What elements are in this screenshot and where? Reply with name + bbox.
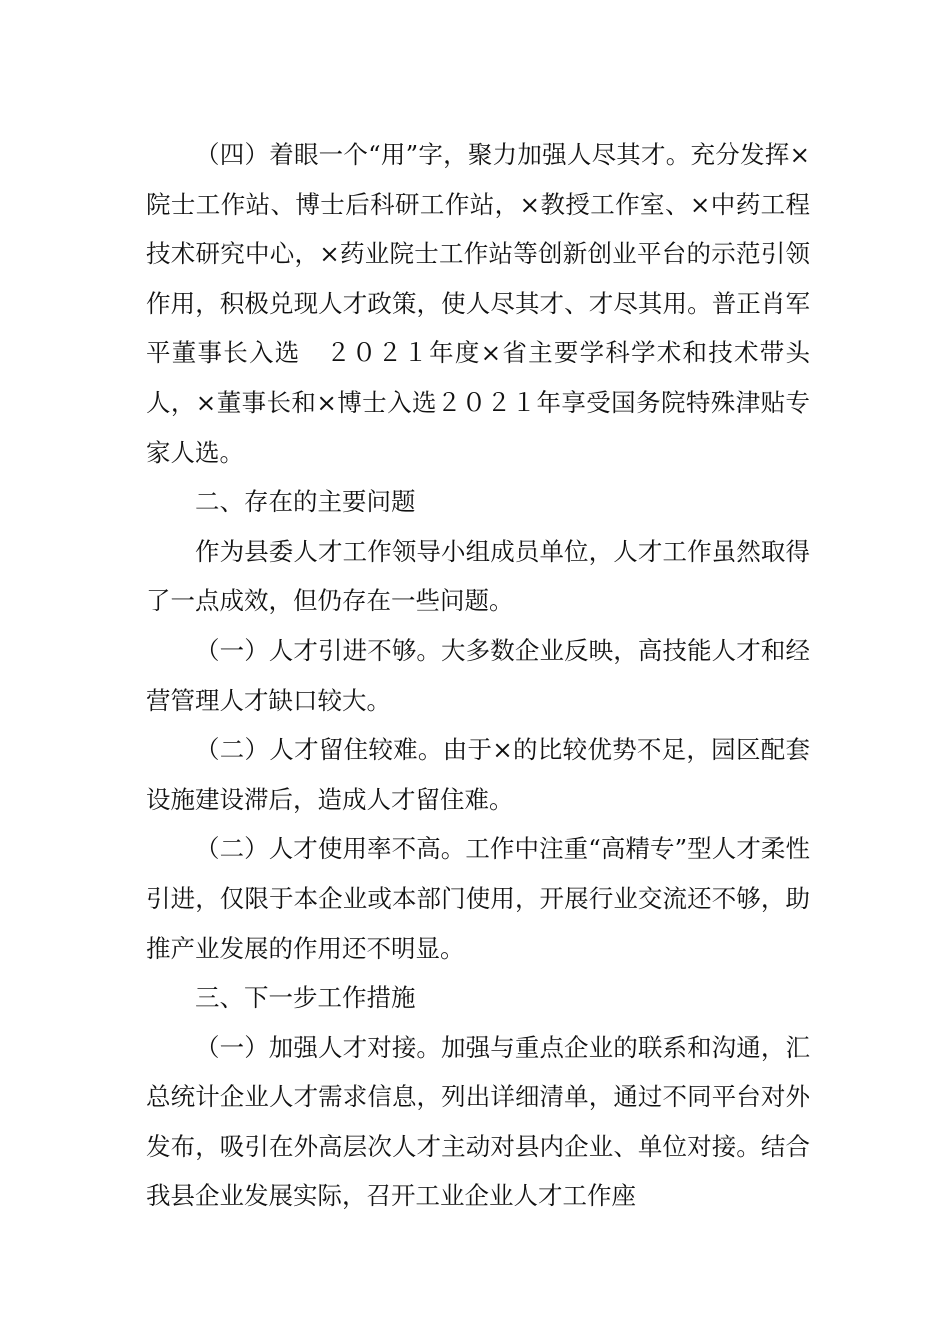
paragraph-problem-retention: （二）人才留住较难。由于×的比较优势不足，园区配套设施建设滞后，造成人才留住难。 [146,735,810,814]
paragraph-talent-utilization: （四）着眼一个“用”字，聚力加强人尽其才。充分发挥×院士工作站、博士后科研工作站，×教授工作室、×中药工程技术研究中心，×药业院士工作站等创新创业平台的示范引领作用，积极兑现人才政策，使人尽其才、才尽其用。普正肖军平董事长入选 ２０２１年度×省主要学科学术和技术带头人，×董事长和×博士入选２０２１年享受国务院特殊津贴专家人选。 [146,140,810,467]
paragraph-problem-usage: （二）人才使用率不高。工作中注重“高精专”型人才柔性引进，仅限于本企业或本部门使用，开展行业交流还不够，助推产业发展的作用还不明显。 [146,834,810,963]
paragraph-problems-intro: 作为县委人才工作领导小组成员单位，人才工作虽然取得了一点成效，但仍存在一些问题。 [146,536,810,616]
document-body [146,130,810,1221]
paragraph-problem-introduction: （一）人才引进不够。大多数企业反映，高技能人才和经营管理人才缺口较大。 [146,635,810,715]
heading-main-problems: 二、存在的主要问题 [195,487,416,517]
paragraph-step-connection: （一）加强人才对接。加强与重点企业的联系和沟通，汇总统计企业人才需求信息，列出详细清单，通过不同平台对外发布，吸引在外高层次人才主动对县内企业、单位对接。结合我县企业发展实际，召开工业企业人才工作座 [146,1032,810,1211]
heading-next-steps: 三、下一步工作措施 [195,983,416,1013]
